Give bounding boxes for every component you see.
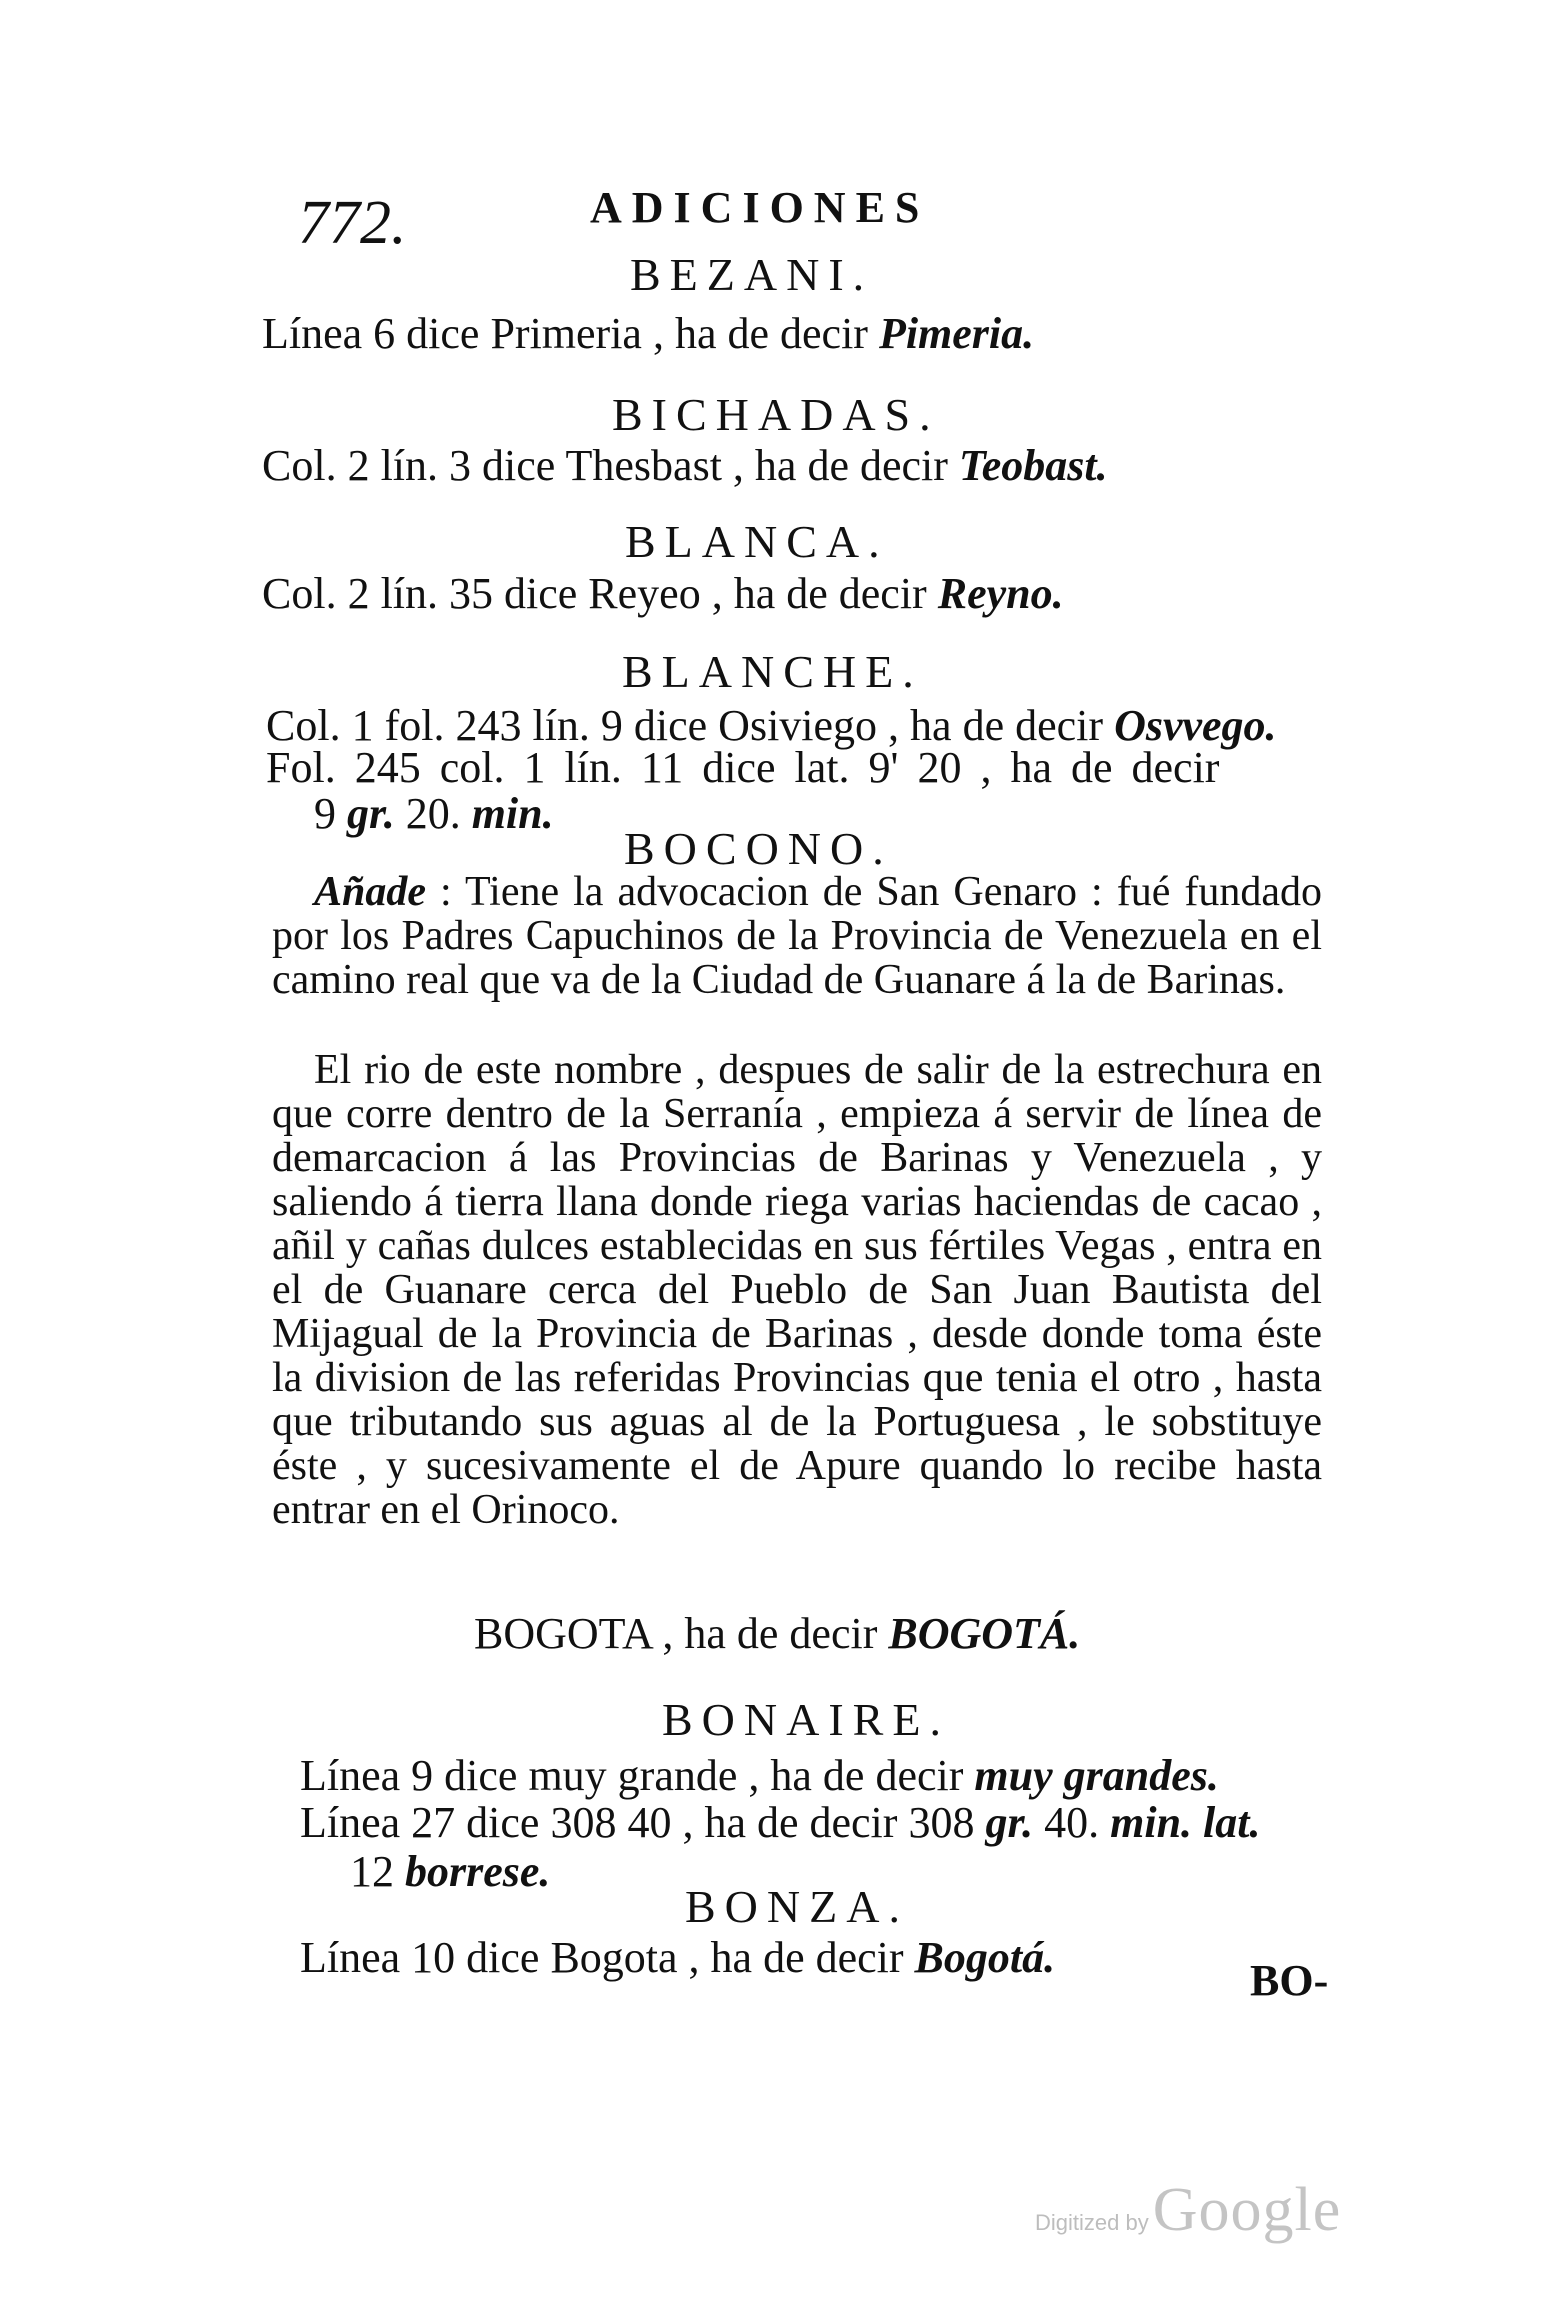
google-logo: Google: [1152, 2176, 1342, 2244]
entry-line-blanche-3: 9 gr. 20. min.: [314, 789, 554, 838]
entry-line-bonaire-2: Línea 27 dice 308 40 , ha de decir 308 gr. 40. min. lat.: [300, 1798, 1261, 1847]
entry-heading-bonza: BONZA.: [685, 1881, 909, 1932]
entry-heading-blanca: BLANCA.: [625, 516, 889, 567]
entry-heading-blanche: BLANCHE.: [622, 646, 923, 697]
entry-heading-bichadas: BICHADAS.: [612, 389, 940, 440]
entry-heading-bonaire: BONAIRE.: [662, 1694, 950, 1745]
entry-line-bichadas: Col. 2 lín. 3 dice Thesbast , ha de decir Teobast.: [262, 441, 1108, 490]
catchword: BO-: [1250, 1956, 1329, 2005]
entry-heading-bocono: BOCONO.: [624, 823, 893, 874]
entry-heading-bezani: BEZANI.: [630, 249, 874, 300]
entry-line-blanche-2: Fol. 245 col. 1 lín. 11 dice lat. 9' 20 , ha de decir: [266, 743, 1220, 792]
entry-line-bonaire-3: 12 borrese.: [350, 1847, 551, 1896]
digitized-watermark: [1035, 2175, 1341, 2246]
entry-line-bonaire-1: Línea 9 dice muy grande , ha de decir muy grandes.: [300, 1751, 1219, 1800]
entry-line-blanche-1: Col. 1 fol. 243 lín. 9 dice Osiviego , ha de decir Osvvego.: [266, 701, 1277, 750]
entry-paragraph-bocono-1: Añade : Tiene la advocacion de San Genaro : fué fundado por los Padres Capuchinos de la Provincia de Venezuela en el camino real que va de la Ciudad de Guanare á la de Barinas.: [272, 869, 1322, 1003]
entry-line-bezani: Línea 6 dice Primeria , ha de decir Pimeria.: [262, 309, 1035, 358]
entry-line-bogota: BOGOTA , ha de decir BOGOTÁ.: [474, 1609, 1081, 1658]
page-number: 772.: [298, 189, 407, 257]
entry-line-blanca: Col. 2 lín. 35 dice Reyeo , ha de decir Reyno.: [262, 569, 1064, 618]
watermark-caption: Digitized by: [1035, 2210, 1149, 2235]
running-header: ADICIONES: [590, 183, 930, 232]
entry-line-bonza: Línea 10 dice Bogota , ha de decir Bogotá.: [300, 1933, 1056, 1982]
entry-paragraph-bocono-2: El rio de este nombre , despues de salir de la estrechura en que corre dentro de la Serranía , empieza á servir de línea de demarcacion á las Provincias de Barinas y Venezuela , y saliendo á tierra llana donde riega varias haciendas de cacao , añil y cañas dulces establecidas en sus fértiles Vegas , entra en el de Guanare cerca del Pueblo de San Juan Bautista del Mijagual de la Provincia de Barinas , desde donde toma éste la division de las referidas Provincias que tenia el otro , hasta que tributando sus aguas al de la Portuguesa , le sobstituye éste , y sucesivamente el de Apure quando lo recibe hasta entrar en el Orinoco.: [272, 1047, 1322, 1533]
